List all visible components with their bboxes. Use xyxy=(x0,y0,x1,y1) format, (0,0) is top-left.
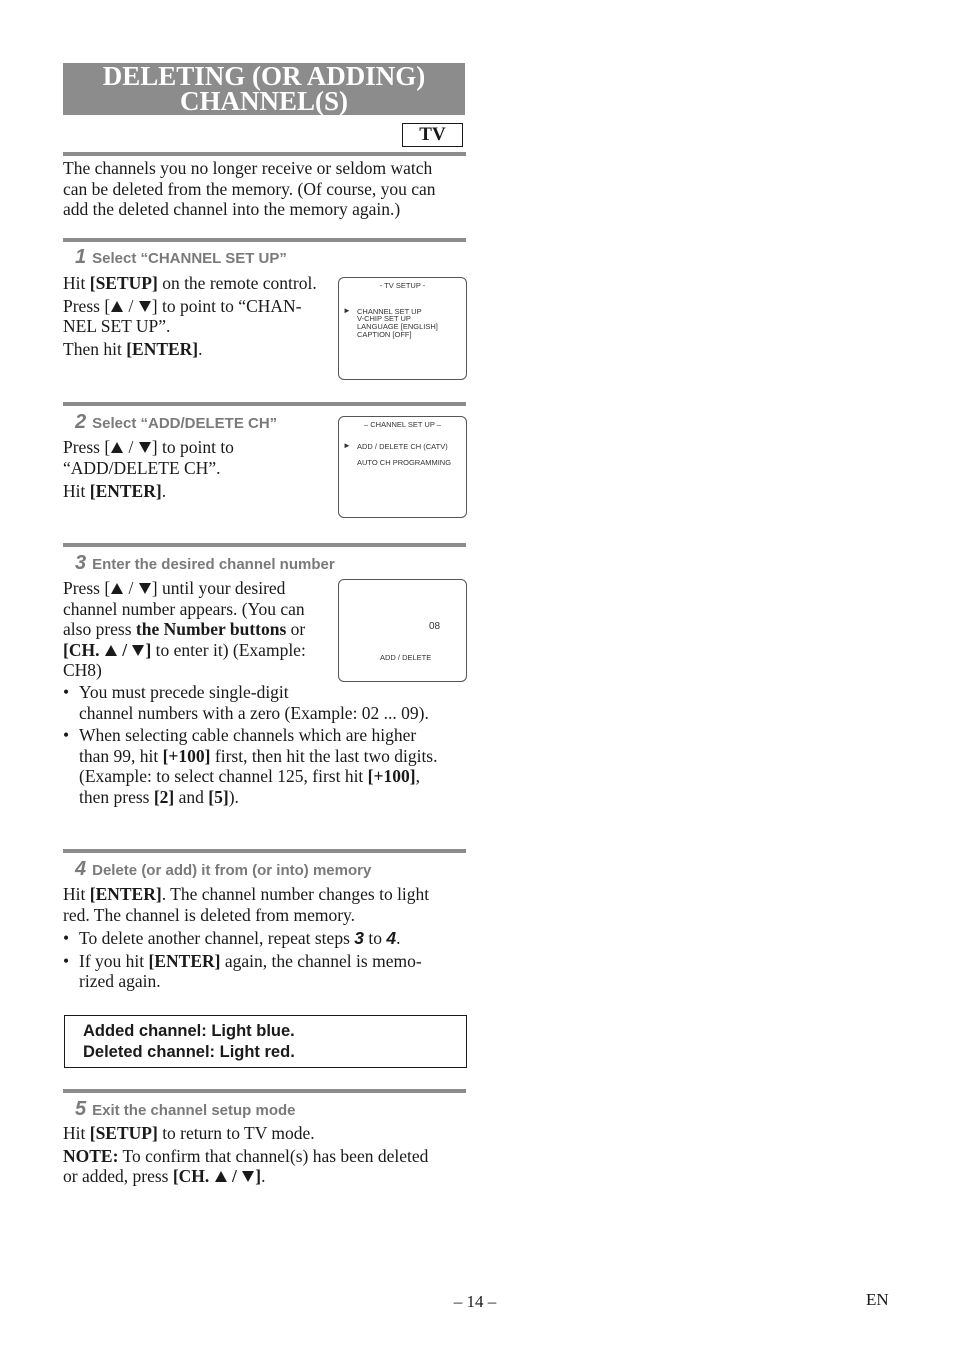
step-2-divider xyxy=(63,402,466,406)
cursor-icon: ► xyxy=(343,306,351,315)
color-legend-box xyxy=(64,1015,467,1068)
step-4-text: Hit [ENTER]. The channel number changes to light red. The channel is deleted from memory. • To delete another channel, repeat steps 3 to 4. • If you hit [ENTER] again, the channel is memo- rized again. xyxy=(63,884,463,992)
list-item: • If you hit [ENTER] again, the channel is memo- rized again. xyxy=(63,950,422,991)
cursor-icon: ► xyxy=(343,441,351,450)
language-tag: EN xyxy=(866,1290,889,1309)
channel-setup-screen: – CHANNEL SET UP – ► ADD / DELETE CH (CATV) AUTO CH PROGRAMMING xyxy=(338,416,467,518)
down-arrow-icon xyxy=(139,301,151,312)
add-delete-label: ADD / DELETE xyxy=(380,653,432,662)
step-4-divider xyxy=(63,849,466,853)
step-5-divider xyxy=(63,1089,466,1093)
up-arrow-icon xyxy=(215,1171,227,1182)
page-number: – 14 – xyxy=(453,1292,497,1311)
title-line-2: CHANNEL(S) xyxy=(179,86,348,116)
up-arrow-icon xyxy=(105,645,117,656)
step-4-heading: 4 Delete (or add) it from (or into) memory xyxy=(75,858,372,880)
list-item: • To delete another channel, repeat steps 3 to 4. xyxy=(63,928,401,948)
page-title xyxy=(63,63,465,115)
step-5-heading: 5 Exit the channel setup mode xyxy=(75,1098,296,1120)
step-2-text: Press [ / ] to point to “ADD/DELETE CH”. Hit [ENTER]. xyxy=(63,437,234,501)
list-item: • You must precede single-digit channel numbers with a zero (Example: 02 ... 09). xyxy=(63,682,429,723)
step-3-heading: 3 Enter the desired channel number xyxy=(75,552,335,574)
step-2-heading: 2 Select “ADD/DELETE CH” xyxy=(75,411,278,433)
step-1-divider xyxy=(63,238,466,242)
up-arrow-icon xyxy=(111,583,123,594)
title-line-1: DELETING (OR ADDING) xyxy=(102,61,426,91)
down-arrow-icon xyxy=(242,1171,254,1182)
intro-paragraph: The channels you no longer receive or seldom watch can be deleted from the memory. (Of course, you can add the deleted channel into the memory again.) xyxy=(63,158,436,219)
deleted-channel-note: Deleted channel: Light red. xyxy=(83,1043,295,1061)
tv-badge: TV xyxy=(402,123,463,147)
tv-setup-screen: - TV SETUP - ► CHANNEL SET UP V-CHIP SET UP LANGUAGE [ENGLISH] CAPTION [OFF] xyxy=(338,277,467,380)
step-3-divider xyxy=(63,543,466,547)
section-divider xyxy=(63,152,466,156)
step-1-text: Hit [SETUP] on the remote control. Press [ / ] to point to “CHAN- NEL SET UP”. Then hit [ENTER]. xyxy=(63,273,317,359)
added-channel-note: Added channel: Light blue. xyxy=(83,1022,295,1040)
channel-number: 08 xyxy=(429,621,441,632)
step-3-text: Press [ / ] until your desired channel number appears. (You can also press the Number buttons or [CH. / ] to enter it) (Example: CH8) xyxy=(63,578,306,680)
down-arrow-icon xyxy=(132,645,144,656)
list-item: • When selecting cable channels which are higher than 99, hit [+100] first, then hit the last two digits. (Example: to select channel 125, first hit [+100], then press [2] and [5]). xyxy=(63,725,438,807)
step-5-text: Hit [SETUP] to return to TV mode. NOTE: To confirm that channel(s) has been deleted or added, press [CH. / ]. xyxy=(63,1123,429,1186)
up-arrow-icon xyxy=(111,442,123,453)
up-arrow-icon xyxy=(111,301,123,312)
step-3-bullets xyxy=(63,682,463,807)
channel-number-screen xyxy=(338,579,467,682)
step-1-heading: 1 Select “CHANNEL SET UP” xyxy=(75,246,287,268)
down-arrow-icon xyxy=(139,583,151,594)
down-arrow-icon xyxy=(139,442,151,453)
